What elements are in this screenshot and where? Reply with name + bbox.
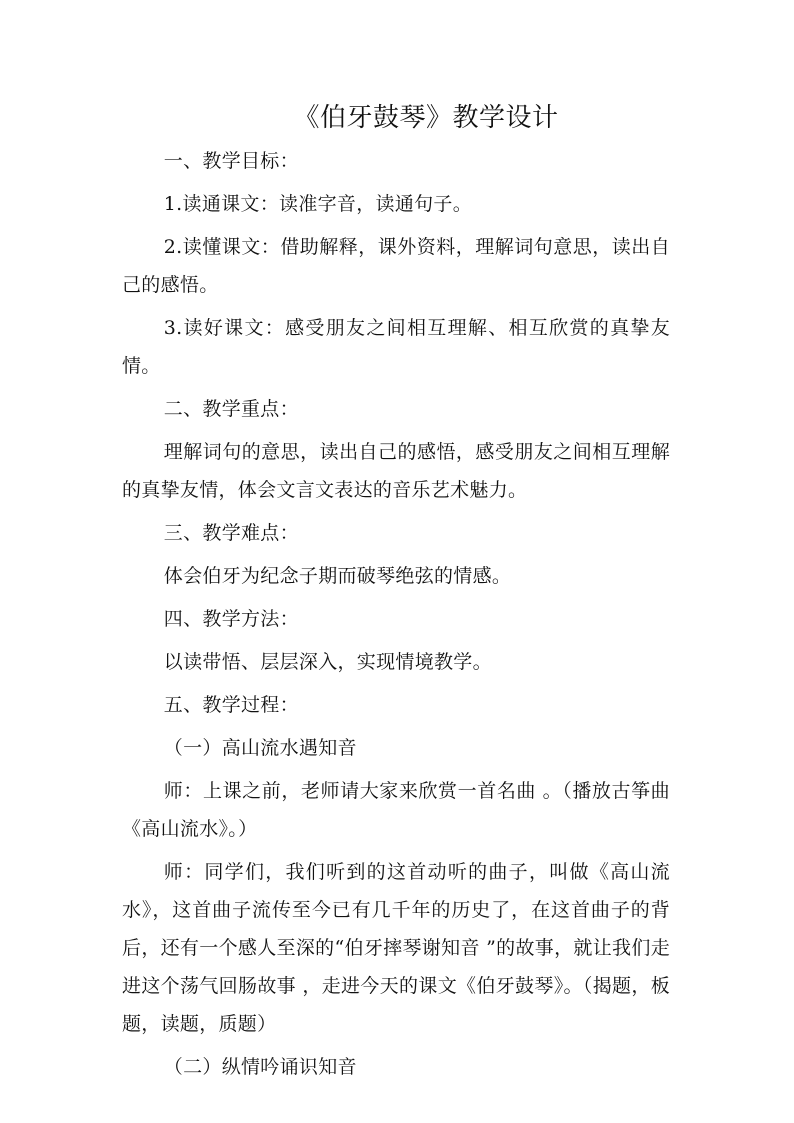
section-heading-difficulties: 三、教学难点： — [163, 522, 299, 544]
paragraph-key-points: 理解词句的意思，读出自己的感悟，感受朋友之间相互理解的真挚友情，体会文言文表达的音乐艺术魅力。 — [122, 441, 670, 501]
document-body — [122, 96, 670, 1086]
paragraph-objective-3: 3.读好课文：感受朋友之间相互理解、相互欣赏的真挚友情。 — [122, 317, 670, 377]
paragraph-process-1: 师：上课之前，老师请大家来欣赏一首名曲 。（播放古筝曲《高山流水》。） — [122, 780, 670, 840]
section-heading-process: 五、教学过程： — [163, 694, 299, 716]
paragraph-process-2: 师：同学们，我们听到的这首动听的曲子，叫做《高山流水》，这首曲子流传至今已有几千年的历史了，在这首曲子的背后，还有一个感人至深的“伯牙摔琴谢知音 ”的故事，就让我们走进这个荡气回肠故事 ，走进今天的课文《伯牙鼓琴》。（揭题，板题，读题，质题） — [122, 861, 670, 1035]
paragraph-methods: 以读带悟、层层深入，实现情境教学。 — [163, 651, 492, 673]
section-heading-methods: 四、教学方法： — [163, 608, 299, 630]
subsection-heading-1: （一）高山流水遇知音 — [163, 737, 357, 759]
paragraph-difficulties: 体会伯牙为纪念子期而破琴绝弦的情感。 — [163, 565, 512, 587]
section-heading-objectives: 一、教学目标： — [163, 150, 299, 172]
paragraph-objective-1: 1.读通课文：读准字音，读通句子。 — [163, 193, 473, 215]
document-title: 《伯牙鼓琴》教学设计 — [293, 103, 559, 133]
paragraph-objective-2: 2.读懂课文：借助解释，课外资料，理解词句意思，读出自己的感悟。 — [122, 236, 670, 296]
section-heading-key-points: 二、教学重点： — [163, 398, 299, 420]
subsection-heading-2: （二）纵情吟诵识知音 — [163, 1056, 357, 1078]
